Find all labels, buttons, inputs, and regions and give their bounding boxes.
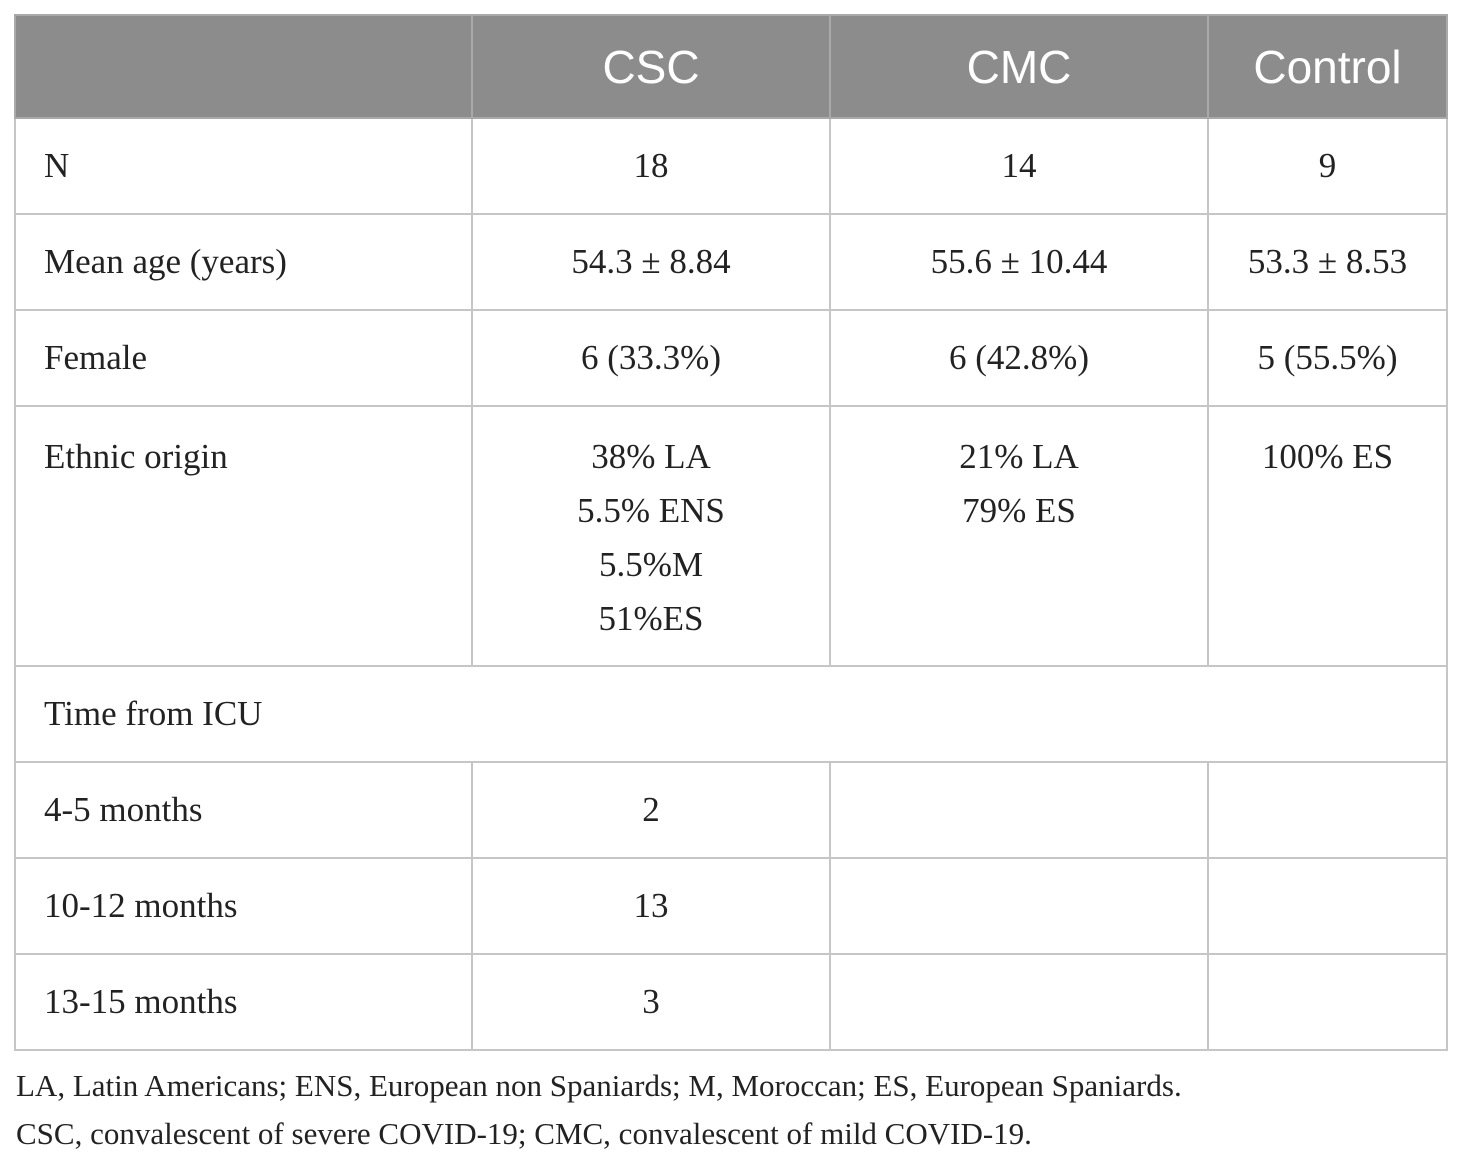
section-label-time-from-icu: Time from ICU <box>15 666 1447 762</box>
cell-csc-ethnic <box>472 406 830 666</box>
ethnic-line: 79% ES <box>962 491 1076 530</box>
cell-csc: 18 <box>472 118 830 214</box>
header-empty <box>15 15 472 118</box>
cell-csc: 6 (33.3%) <box>472 310 830 406</box>
ethnic-line: 51%ES <box>598 599 704 638</box>
ethnic-line: 100% ES <box>1261 437 1394 476</box>
cell-control <box>1208 858 1447 954</box>
cell-control: 5 (55.5%) <box>1208 310 1447 406</box>
table-row-ethnic-origin <box>15 406 1447 666</box>
row-label-mean-age: Mean age (years) <box>15 214 472 310</box>
header-csc: CSC <box>472 15 830 118</box>
row-label-female: Female <box>15 310 472 406</box>
row-label-10-12-months: 10-12 months <box>15 858 472 954</box>
table-row-section <box>15 666 1447 762</box>
cell-cmc: 6 (42.8%) <box>830 310 1208 406</box>
ethnic-line: 5.5% ENS <box>577 491 725 530</box>
cell-csc: 13 <box>472 858 830 954</box>
cell-control-ethnic <box>1208 406 1447 666</box>
row-label-13-15-months: 13-15 months <box>15 954 472 1050</box>
table-row <box>15 214 1447 310</box>
table-container <box>14 14 1448 1051</box>
cell-cmc: 14 <box>830 118 1208 214</box>
ethnic-line: 38% LA <box>591 437 711 476</box>
table-row <box>15 858 1447 954</box>
cell-control <box>1208 762 1447 858</box>
row-label-4-5-months: 4-5 months <box>15 762 472 858</box>
header-control: Control <box>1208 15 1447 118</box>
row-label-ethnic-origin: Ethnic origin <box>15 406 472 666</box>
header-cmc: CMC <box>830 15 1208 118</box>
table-row <box>15 310 1447 406</box>
cell-control: 9 <box>1208 118 1447 214</box>
cell-csc: 2 <box>472 762 830 858</box>
table-row <box>15 118 1447 214</box>
cell-control: 53.3 ± 8.53 <box>1208 214 1447 310</box>
cell-csc: 3 <box>472 954 830 1050</box>
cell-csc: 54.3 ± 8.84 <box>472 214 830 310</box>
cell-control <box>1208 954 1447 1050</box>
cell-cmc <box>830 954 1208 1050</box>
cell-cmc <box>830 858 1208 954</box>
cell-cmc-ethnic <box>830 406 1208 666</box>
cell-cmc <box>830 762 1208 858</box>
footnote-groups: CSC, convalescent of severe COVID-19; CMC, convalescent of mild COVID-19. <box>16 1116 1032 1151</box>
table-footnote <box>16 1062 1182 1158</box>
header-row <box>15 15 1447 118</box>
footnote-abbreviations: LA, Latin Americans; ENS, European non Spaniards; M, Moroccan; ES, European Spaniards. <box>16 1068 1182 1103</box>
ethnic-line: 5.5%M <box>598 545 704 584</box>
ethnic-line: 21% LA <box>959 437 1079 476</box>
demographics-table <box>14 14 1448 1051</box>
row-label-n: N <box>15 118 472 214</box>
cell-cmc: 55.6 ± 10.44 <box>830 214 1208 310</box>
table-row <box>15 762 1447 858</box>
table-row <box>15 954 1447 1050</box>
